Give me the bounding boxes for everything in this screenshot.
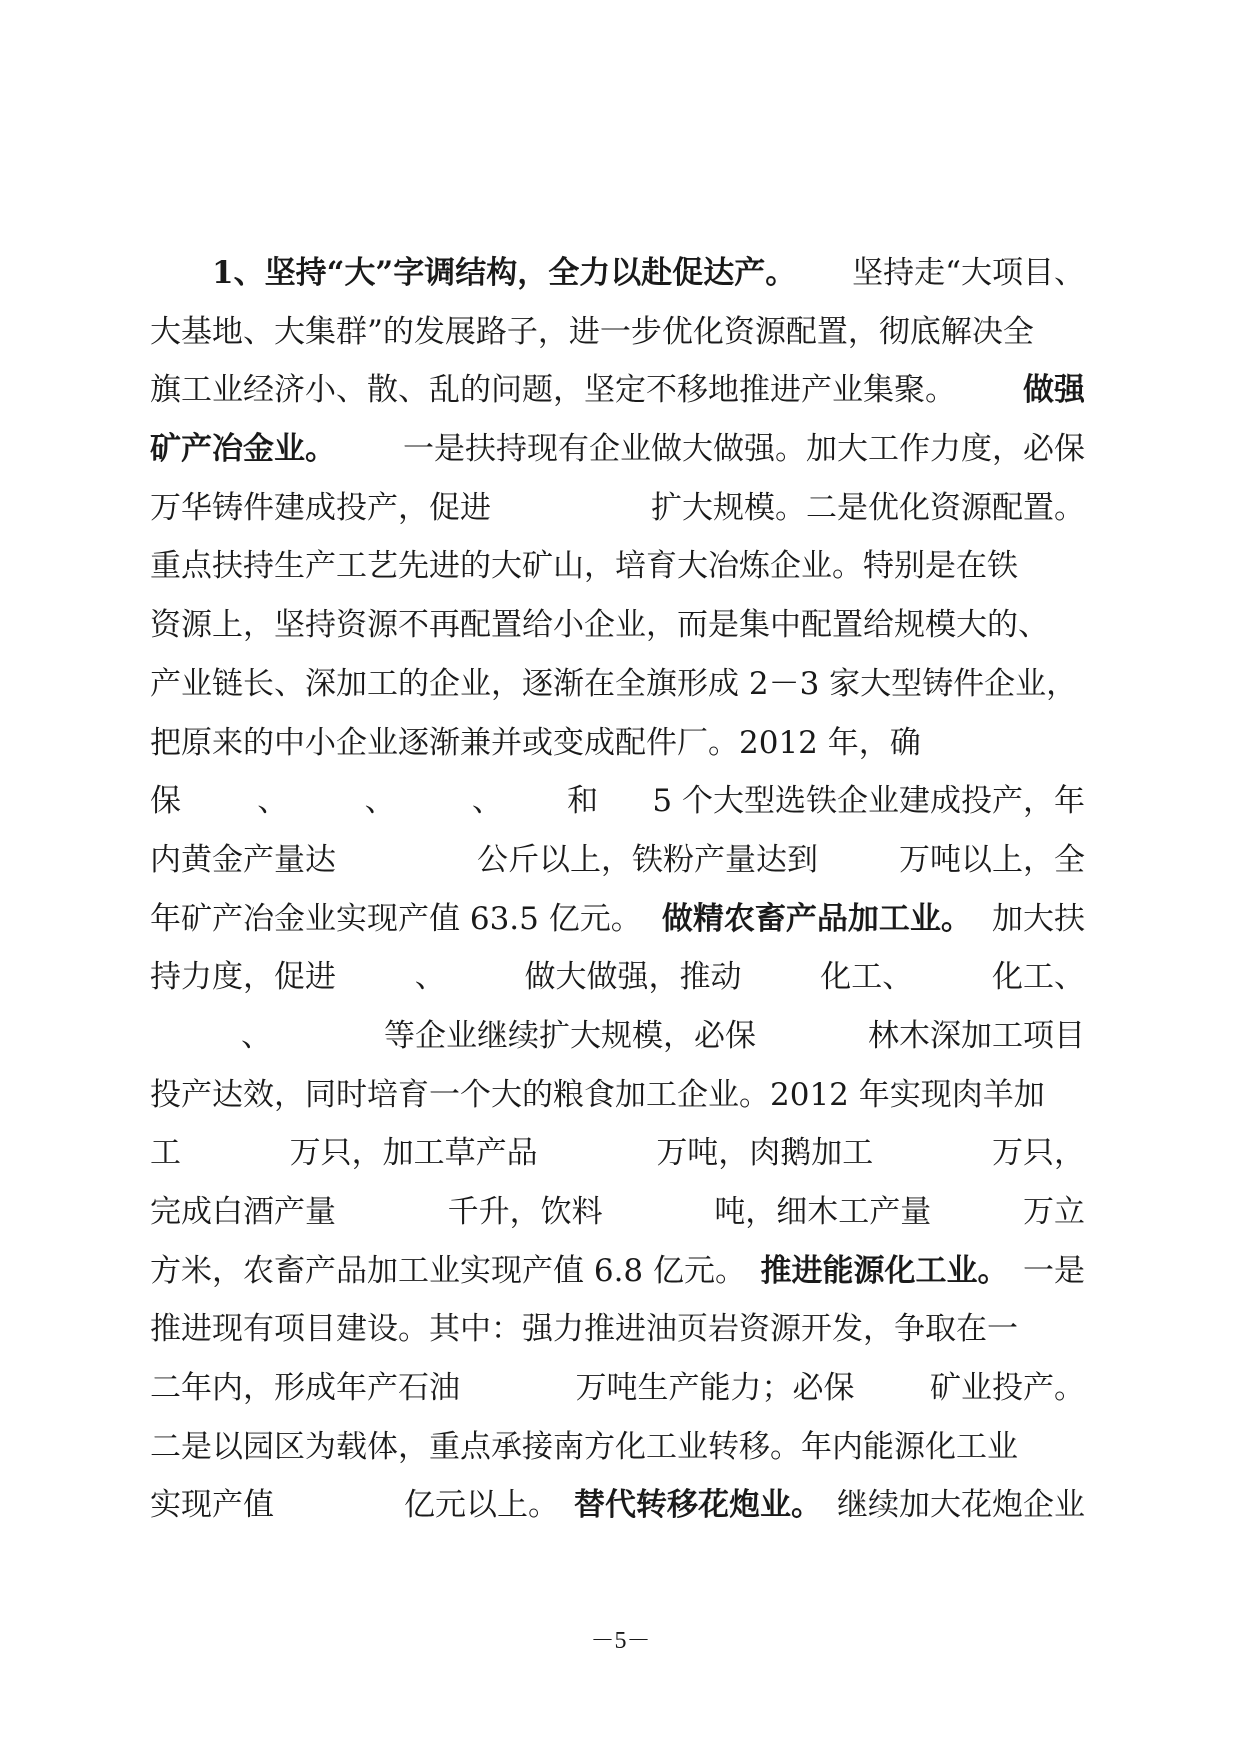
text-line — [150, 772, 1085, 831]
text-line — [150, 1124, 1085, 1183]
body-text-segment: 把原来的中小企业逐渐兼并或变成配件厂。2012 年，确 — [150, 724, 921, 761]
body-text-segment: 、 — [257, 783, 289, 820]
blank-gap — [478, 1359, 558, 1418]
blank-gap — [193, 772, 245, 831]
body-text-segment: 大基地、大集群”的发展路子，进一步优化资源配置，彻底解决全 — [150, 313, 1034, 350]
blank-gap — [150, 1007, 230, 1066]
body-text-segment: 林木深加工项目 — [868, 1017, 1085, 1054]
body-text-segment: 、 — [471, 783, 503, 820]
body-text-segment: 实现产值 — [150, 1487, 274, 1524]
blank-gap — [952, 1183, 1002, 1242]
text-line — [150, 361, 1085, 420]
body-text-segment: 万吨，肉鹅加工 — [656, 1135, 874, 1172]
body-text-segment: 推进现有项目建设。其中：强力推进油页岩资源开发，争取在一 — [150, 1311, 1018, 1348]
body-text-segment: 内黄金产量达 — [150, 841, 336, 878]
text-line — [150, 420, 1085, 479]
body-text-segment: 一是 — [1022, 1252, 1085, 1289]
body-text-segment: 万只， — [991, 1135, 1085, 1172]
body-text-segment: 年矿产冶金业实现产值 63.5 亿元。 — [150, 900, 642, 937]
body-text-segment: 吨，细木工产量 — [714, 1194, 932, 1230]
body-text-segment: 公斤以上，铁粉产量达到 — [477, 841, 818, 878]
blank-gap — [300, 772, 352, 831]
text-line — [150, 596, 1085, 655]
blank-gap — [767, 1007, 857, 1066]
blank-gap — [408, 772, 460, 831]
page-number: －5－ — [590, 1628, 651, 1654]
text-line — [150, 714, 1085, 773]
text-line — [150, 890, 1085, 949]
text-line — [150, 655, 1085, 714]
body-text-segment: 万只，加工草产品 — [289, 1135, 538, 1172]
text-line — [150, 948, 1085, 1007]
blank-gap — [562, 1124, 632, 1183]
text-line — [150, 1183, 1085, 1242]
body-paragraph — [150, 244, 1085, 1535]
blank-gap — [352, 831, 462, 890]
blank-gap — [610, 772, 640, 831]
body-text-segment: 产业链长、深加工的企业，逐渐在全旗形成 2－3 家大型铸件企业， — [150, 665, 1078, 702]
body-text-segment: 完成白酒产量 — [150, 1194, 336, 1230]
blank-gap — [515, 772, 555, 831]
text-line — [150, 303, 1085, 362]
text-line — [150, 1418, 1085, 1477]
body-text-segment: 旗工业经济小、散、乱的问题，坚定不移地推进产业集聚。 — [150, 372, 956, 409]
body-text-segment: 、 — [241, 1017, 272, 1054]
blank-gap — [898, 1124, 968, 1183]
bold-heading-text: 1、坚持“大”字调结构，全力以赴促达产。 — [212, 255, 797, 291]
text-line — [150, 479, 1085, 538]
body-text-segment: 、 — [364, 783, 396, 820]
body-text-segment: 二是以园区为载体，重点承接南方化工业转移。年内能源化工业 — [150, 1428, 1018, 1465]
blank-gap — [460, 948, 510, 1007]
body-text-segment: 一是扶持现有企业做大做强。加大工作力度，必保 — [403, 431, 1085, 468]
body-text-segment: 万华铸件建成投产，促进 — [150, 489, 491, 526]
body-text-segment: 投产达效，同时培育一个大的粮食加工企业。2012 年实现肉羊加 — [150, 1076, 1045, 1113]
bold-heading-text: 做精农畜产品加工业。 — [661, 900, 972, 937]
text-line — [150, 244, 1085, 303]
body-text-segment: 继续加大花炮企业 — [837, 1487, 1085, 1524]
body-text-segment: 坚持走“大项目、 — [852, 255, 1085, 291]
blank-gap — [283, 1007, 373, 1066]
body-text-segment: 万吨以上，全 — [899, 841, 1085, 878]
text-line — [150, 831, 1085, 890]
blank-gap — [526, 479, 616, 538]
body-text-segment: 万吨生产能力；必保 — [575, 1370, 855, 1407]
body-text-segment: 万立 — [1022, 1194, 1085, 1230]
body-text-segment: 方米，农畜产品加工业实现产值 6.8 亿元。 — [150, 1252, 747, 1289]
body-text-segment: 重点扶持生产工艺先进的大矿山，培育大冶炼企业。特别是在铁 — [150, 548, 1018, 585]
text-line — [150, 1359, 1085, 1418]
body-text-segment: 持力度，促进 — [150, 959, 336, 996]
text-line — [150, 537, 1085, 596]
body-text-segment: 保 — [150, 783, 181, 820]
body-text-segment: 二年内，形成年产石油 — [150, 1370, 460, 1407]
body-text-segment: 做大做强，推动 — [524, 959, 742, 996]
text-line — [150, 1476, 1085, 1535]
text-line — [150, 1007, 1085, 1066]
bold-heading-text: 矿产冶金业。 — [150, 431, 336, 468]
body-text-segment: 5 个大型选铁企业建成投产，年 — [652, 783, 1085, 820]
blank-gap — [350, 948, 400, 1007]
text-line — [150, 1066, 1085, 1125]
blank-gap — [357, 1183, 427, 1242]
body-text-segment: 扩大规模。二是优化资源配置。 — [651, 489, 1085, 526]
body-text-segment: 资源上，坚持资源不再配置给小企业，而是集中配置给规模大的、 — [150, 607, 1049, 644]
body-text-segment: 千升，饮料 — [447, 1194, 603, 1230]
blank-gap — [623, 1183, 693, 1242]
body-text-segment: 工 — [150, 1135, 181, 1172]
body-text-segment: 和 — [567, 783, 599, 820]
blank-gap — [872, 1359, 912, 1418]
body-text-segment: 矿业投产。 — [930, 1370, 1085, 1407]
bold-heading-text: 做强 — [1023, 372, 1085, 409]
text-line — [150, 1242, 1085, 1301]
blank-gap — [205, 1124, 265, 1183]
blank-gap — [928, 948, 978, 1007]
bold-heading-text: 替代转移花炮业。 — [574, 1487, 822, 1524]
blank-gap — [756, 948, 806, 1007]
body-text-segment: 加大扶 — [991, 900, 1085, 937]
bold-heading-text: 推进能源化工业。 — [760, 1252, 1009, 1289]
body-text-segment: 等企业继续扩大规模，必保 — [384, 1017, 756, 1054]
body-text-segment: 化工、 — [992, 959, 1085, 996]
body-text-segment: 化工、 — [820, 959, 914, 996]
blank-gap — [834, 831, 884, 890]
text-line — [150, 1300, 1085, 1359]
blank-gap — [289, 1476, 389, 1535]
body-text-segment: 亿元以上。 — [404, 1487, 559, 1524]
body-text-segment: 、 — [414, 959, 446, 996]
